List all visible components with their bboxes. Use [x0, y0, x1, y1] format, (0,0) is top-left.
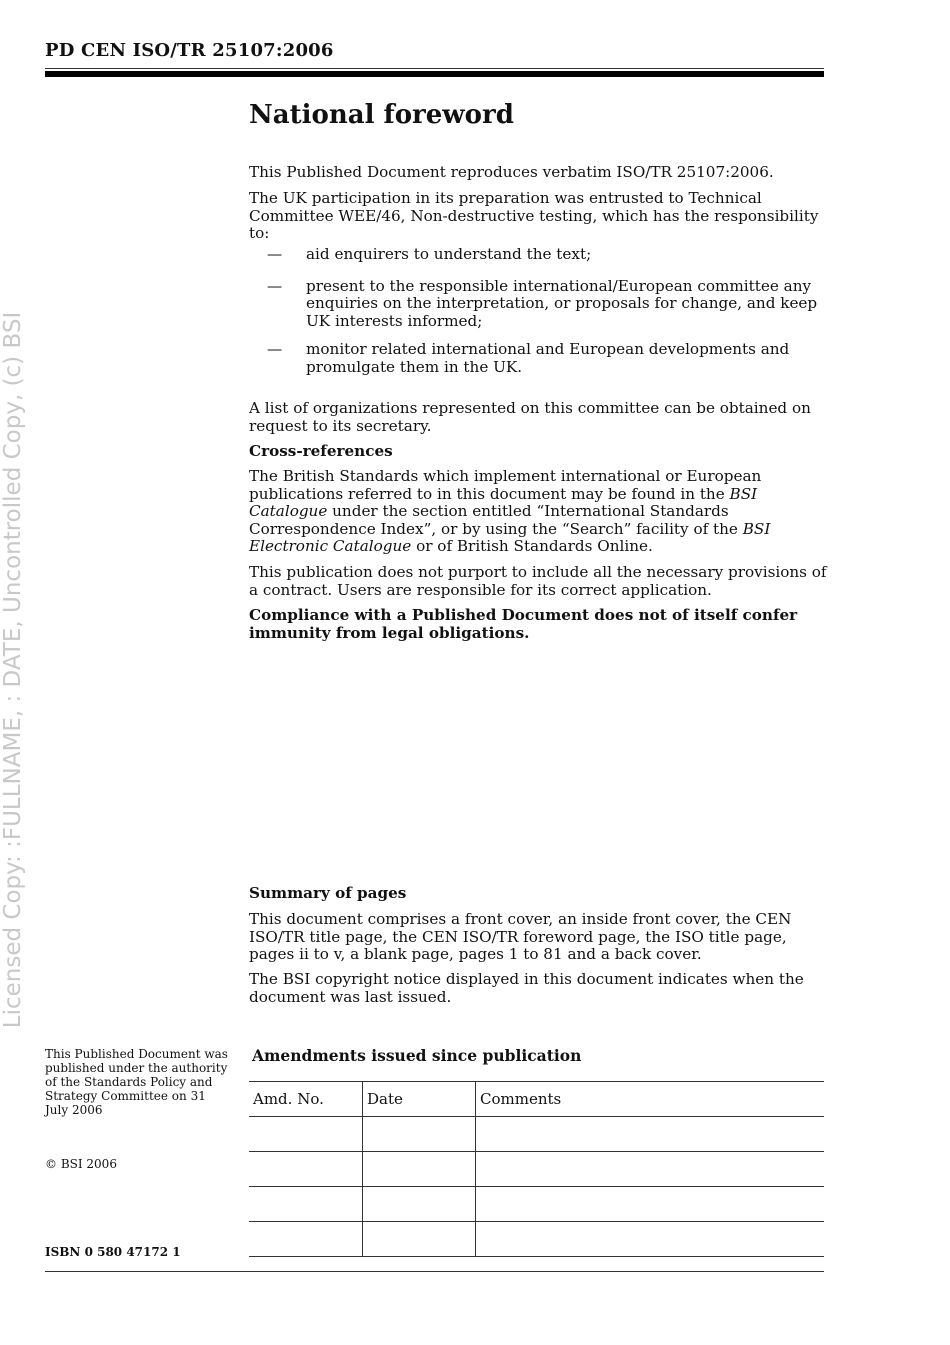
publication-authority: This Published Document was published under the authority of the Standards Policy and Strategy Committee on 31 July 2006 — [45, 1047, 228, 1117]
header-rule-thick — [45, 71, 824, 77]
page-title: National foreword — [249, 100, 514, 130]
committee-paragraph: A list of organizations represented on this committee can be obtained on request to its secretary. — [249, 399, 811, 435]
column-header-date: Date — [363, 1082, 476, 1117]
bullet-dash: — — [267, 245, 283, 263]
amendments-table — [249, 1081, 824, 1257]
list-item: — aid enquirers to understand the text; — [267, 245, 592, 263]
participation-paragraph: The UK participation in its preparation was entrusted to Technical Committee WEE/46, Non-destructive testing, which has the responsibility to: — [249, 189, 819, 243]
responsibility-list — [249, 246, 829, 377]
list-item: — monitor related international and European developments and promulgate them in the UK. — [267, 340, 790, 376]
summary-paragraph: This document comprises a front cover, an inside front cover, the CEN ISO/TR title page, the CEN ISO/TR foreword page, the ISO title page, pages ii to v, a blank page, pages 1 to 81 and a back cover. — [249, 910, 792, 964]
contract-paragraph: This publication does not purport to include all the necessary provisions of a contract. Users are responsible for its correct application. — [249, 563, 827, 599]
list-item: — present to the responsible international/European committee any enquiries on the interpretation, or proposals for change, and keep UK interests informed; — [267, 276, 818, 330]
compliance-statement: Compliance with a Published Document does not of itself confer immunity from legal obligations. — [249, 606, 798, 642]
copyright-notice-paragraph: The BSI copyright notice displayed in this document indicates when the document was last issued. — [249, 970, 804, 1006]
amendments-title: Amendments issued since publication — [252, 1046, 582, 1065]
bullet-dash: — — [267, 276, 283, 295]
table-header-row — [249, 1082, 824, 1117]
intro-paragraph: This Published Document reproduces verbatim ISO/TR 25107:2006. — [249, 163, 774, 181]
table-row — [249, 1152, 824, 1187]
copyright-line: © BSI 2006 — [45, 1157, 117, 1171]
header-rule-thin — [45, 68, 824, 69]
summary-heading: Summary of pages — [249, 884, 407, 902]
isbn: ISBN 0 580 47172 1 — [45, 1245, 181, 1259]
cross-references-paragraph: The British Standards which implement international or European publications referred to in this document may be found in the BSI Catalogue under the section entitled “International Standards Correspondence Index”, or by using the “Search” facility of the BSI Electronic Catalogue or of British Standards Online. — [249, 467, 771, 556]
cross-references-heading: Cross-references — [249, 442, 393, 460]
document-id: PD CEN ISO/TR 25107:2006 — [45, 40, 334, 61]
footer-rule — [45, 1271, 824, 1272]
bullet-dash: — — [267, 340, 283, 359]
table-row — [249, 1187, 824, 1222]
license-watermark: Licensed Copy: :FULLNAME, : DATE, Uncontrolled Copy, (c) BSI — [0, 311, 26, 1029]
table-row — [249, 1117, 824, 1152]
column-header-comments: Comments — [476, 1082, 825, 1117]
column-header-amd-no: Amd. No. — [249, 1082, 363, 1117]
table-row — [249, 1222, 824, 1257]
